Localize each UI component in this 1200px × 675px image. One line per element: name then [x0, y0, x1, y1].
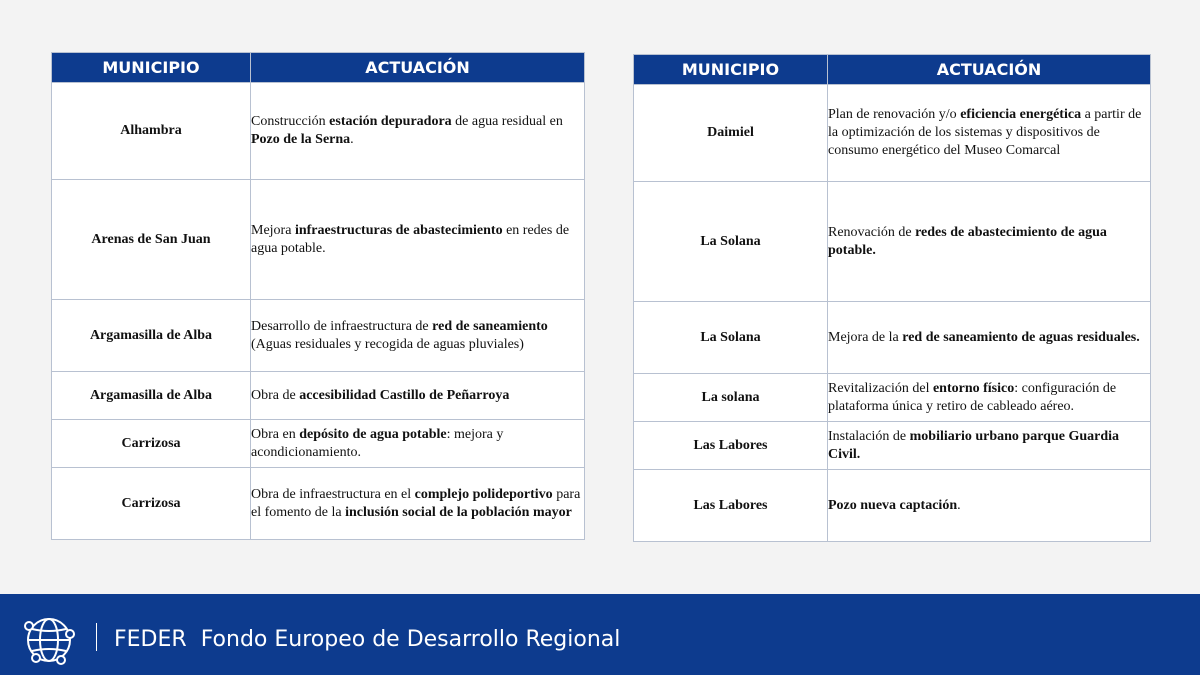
bold-text: estación depuradora	[329, 114, 452, 129]
table-row	[634, 85, 1151, 182]
bold-text: complejo polideportivo	[414, 486, 553, 502]
bold-text: Pozo nueva captación	[828, 497, 958, 513]
footer-title: Fondo Europeo de Desarrollo Regional	[200, 627, 621, 652]
municipio-cell: La Solana	[634, 302, 828, 374]
text: .	[322, 240, 326, 256]
text: Mejora de la	[828, 329, 903, 345]
table-municipios-left	[51, 52, 585, 540]
municipio-cell: La Solana	[634, 182, 828, 302]
text: Desarrollo de infraestructura de	[251, 318, 433, 334]
bold-text: depósito de agua potable	[299, 426, 447, 442]
bold-text: infraestructuras de abastecimiento	[294, 222, 503, 238]
bold-text: entorno físico	[932, 380, 1015, 396]
table-row	[634, 182, 1151, 302]
footer-text	[114, 628, 620, 652]
municipio-cell: Alhambra	[52, 83, 251, 180]
actuacion-cell	[828, 374, 1151, 422]
municipio-cell: Carrizosa	[52, 468, 251, 540]
table-municipios-right	[633, 54, 1151, 542]
municipio-cell: Daimiel	[634, 85, 828, 182]
bold-text: redes de abastecimiento de agua potable.	[828, 224, 1107, 258]
municipio-cell: La solana	[634, 374, 828, 422]
text: Instalación de	[828, 428, 910, 444]
municipio-cell: Carrizosa	[52, 420, 251, 468]
text: Plan de renovación y/o	[828, 107, 961, 122]
text: Obra de infraestructura en el	[251, 486, 415, 502]
text: Obra en	[251, 426, 300, 442]
actuacion-cell	[828, 302, 1151, 374]
text: en redes de agua potable	[251, 222, 570, 256]
actuacion-cell	[251, 83, 585, 180]
actuacion-cell	[251, 420, 585, 468]
table-row	[52, 468, 585, 540]
table-row	[52, 83, 585, 180]
actuacion-cell	[828, 85, 1151, 182]
text: : configuración de plataforma única y retiro de cableado aéreo.	[828, 380, 1117, 414]
table-row	[634, 470, 1151, 542]
text: : mejora y acondicionamiento.	[251, 426, 504, 460]
bold-text: inclusión social de la población mayor	[345, 504, 572, 520]
actuacion-cell	[828, 182, 1151, 302]
column-header-municipio: MUNICIPIO	[634, 55, 828, 85]
bold-text: accesibilidad Castillo de Peñarroya	[299, 387, 510, 403]
column-header-actuacion: ACTUACIÓN	[828, 55, 1151, 85]
municipio-cell: Las Labores	[634, 470, 828, 542]
municipio-cell: Argamasilla de Alba	[52, 300, 251, 372]
actuacion-cell	[251, 300, 585, 372]
footer-bar	[0, 594, 1200, 675]
table-row	[52, 372, 585, 420]
table-row	[52, 300, 585, 372]
actuacion-cell	[251, 180, 585, 300]
municipio-cell: Las Labores	[634, 422, 828, 470]
column-header-municipio: MUNICIPIO	[52, 53, 251, 83]
bold-text: red de saneamiento	[432, 318, 548, 334]
text: Mejora	[251, 222, 295, 238]
text: Construcción	[251, 114, 330, 129]
text: para el fomento de la	[251, 486, 581, 520]
footer-separator	[96, 623, 97, 651]
table-row	[52, 180, 585, 300]
text: a partir de la optimización de los sistemas y dispositivos de consumo energético del Museo Comarcal	[828, 107, 1142, 158]
text: (Aguas residuales y recogida de aguas pluviales)	[251, 336, 524, 352]
table-row	[52, 420, 585, 468]
text: .	[350, 132, 354, 147]
actuacion-cell	[251, 468, 585, 540]
text: Obra de	[251, 387, 300, 403]
actuacion-cell	[251, 372, 585, 420]
bold-text: mobiliario urbano parque Guardia Civil.	[828, 428, 1120, 462]
municipio-cell: Argamasilla de Alba	[52, 372, 251, 420]
actuacion-cell	[828, 470, 1151, 542]
text: Revitalización del	[828, 380, 933, 396]
text: .	[957, 497, 961, 513]
table-row	[634, 302, 1151, 374]
municipio-cell: Arenas de San Juan	[52, 180, 251, 300]
actuacion-cell	[828, 422, 1151, 470]
globe-network-icon	[21, 612, 77, 668]
table-row	[634, 374, 1151, 422]
column-header-actuacion: ACTUACIÓN	[251, 53, 585, 83]
table-row	[634, 422, 1151, 470]
bold-text: red de saneamiento de aguas residuales.	[902, 329, 1140, 345]
bold-text: Pozo de la Serna	[251, 132, 351, 147]
footer-acronym: FEDER	[114, 627, 187, 652]
text: Renovación de	[828, 224, 916, 240]
bold-text: eficiencia energética	[960, 107, 1082, 122]
text: de agua residual en	[451, 114, 563, 129]
